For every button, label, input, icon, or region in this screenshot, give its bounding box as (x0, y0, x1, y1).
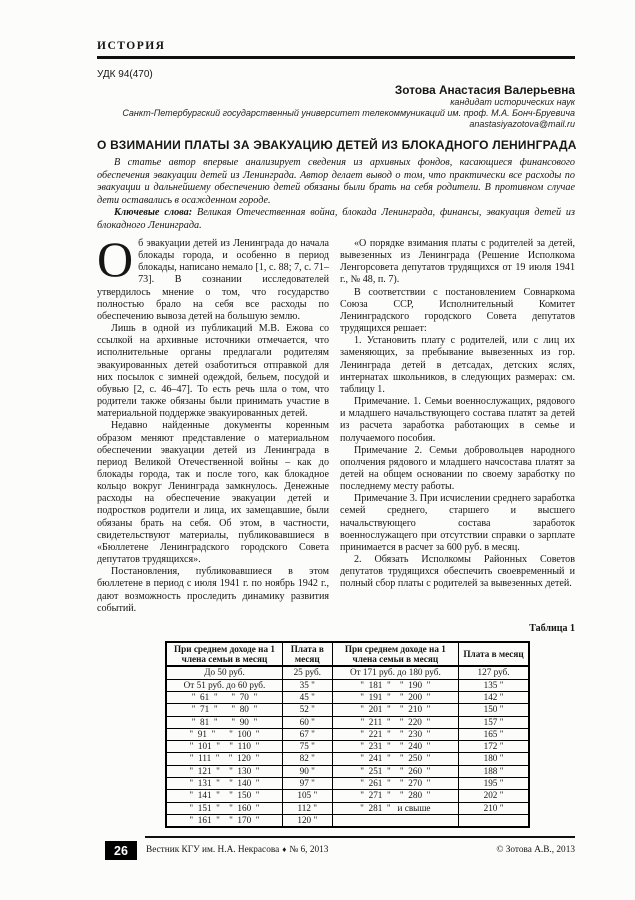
header-rule (97, 56, 575, 59)
table-cell (332, 814, 458, 827)
table-cell: " 241 " " 250 " (332, 753, 458, 765)
author-email: anastasiyazotova@mail.ru (469, 119, 575, 130)
table-cell: 67 " (282, 728, 332, 740)
table-cell: 142 " (459, 692, 529, 704)
abstract-block (97, 157, 575, 233)
table-cell: 188 " (459, 765, 529, 777)
table-header-cell: Плата в месяц (282, 642, 332, 666)
article-body (97, 231, 575, 642)
dropcap: О (97, 231, 134, 287)
table-cell: 105 " (282, 790, 332, 802)
table-cell: 75 " (282, 741, 332, 753)
paragraph: Лишь в одной из публикаций М.В. Ежова со ссылкой на архивные источники отмечается, что исполнительные органы предлагали родителям эвакуированных детей озаботиться отправкой для них посылок с зимней одеждой, бельем, посудой и обувью [2, с. 46–47]. То есть речь шла о том, что родители также обязаны были принимать участие в материальной поддержке эвакуированных детей. (97, 323, 329, 420)
table-cell: 202 " (459, 790, 529, 802)
author-degree: кандидат исторических наук (450, 97, 575, 107)
table-cell: " 191 " " 200 " (332, 692, 458, 704)
table-cell: " 131 " " 140 " (166, 778, 282, 790)
table-cell: 127 руб. (459, 666, 529, 679)
table-cell: 180 " (459, 753, 529, 765)
table-cell: До 50 руб. (166, 666, 282, 679)
table-cell: 90 " (282, 765, 332, 777)
table-row (166, 704, 529, 716)
table-row (166, 753, 529, 765)
table-row (166, 814, 529, 827)
table-caption: Таблица 1 (529, 623, 575, 634)
table-cell: " 81 " " 90 " (166, 716, 282, 728)
table-cell: 25 руб. (282, 666, 332, 679)
paragraph: «О порядке взимания платы с родителей за детей, вывезенных из Ленинграда (Решение Исполкома Ленгорсовета депутатов трудящихся от 19 июля 1941 г., № 48, п. 7). (340, 238, 575, 286)
table-cell: " 281 " и свыше (332, 802, 458, 814)
table-cell: " 161 " " 170 " (166, 814, 282, 827)
table-cell: " 141 " " 150 " (166, 790, 282, 802)
section-header: ИСТОРИЯ (97, 40, 166, 52)
table-cell: 150 " (459, 704, 529, 716)
table-cell: От 171 руб. до 180 руб. (332, 666, 458, 679)
keywords-text: Великая Отечественная война, блокада Ленинграда, финансы, эвакуация детей из блокадного Ленинграда. (97, 207, 575, 231)
table-cell: " 231 " " 240 " (332, 741, 458, 753)
table-cell: " 61 " " 70 " (166, 692, 282, 704)
table-cell: " 101 " " 110 " (166, 741, 282, 753)
table-cell: " 251 " " 260 " (332, 765, 458, 777)
table-cell: 165 " (459, 728, 529, 740)
footer-rule (145, 836, 575, 838)
left-column (97, 231, 329, 642)
table-header-cell: При среднем доходе на 1 члена семьи в месяц (332, 642, 458, 666)
table-cell: От 51 руб. до 60 руб. (166, 679, 282, 691)
table-row (166, 666, 529, 679)
table-cell: " 71 " " 80 " (166, 704, 282, 716)
journal-name: Вестник КГУ им. Н.А. Некрасова (146, 845, 280, 855)
table-row (166, 802, 529, 814)
table-row (166, 741, 529, 753)
article-title: О ВЗИМАНИИ ПЛАТЫ ЗА ЭВАКУАЦИЮ ДЕТЕЙ ИЗ БЛОКАДНОГО ЛЕНИНГРАДА (97, 138, 577, 152)
author-block (97, 83, 575, 131)
table-cell: " 261 " " 270 " (332, 778, 458, 790)
author-affiliation: Санкт-Петербургский государственный университет телекоммуникаций им. проф. М.А. Бонч-Бруевича (122, 108, 575, 119)
copyright-label: © Зотова А.В., 2013 (496, 845, 575, 855)
paragraph: Примечание. 1. Семьи военнослужащих, рядового и младшего начальствующего состава платят за детей из расчета заработка работающих в семье и получаемого пособия. (340, 396, 575, 444)
diamond-separator-icon: ♦ (282, 845, 287, 854)
table-cell: 45 " (282, 692, 332, 704)
table-cell: " 221 " " 230 " (332, 728, 458, 740)
table-cell (459, 814, 529, 827)
table-cell: 112 " (282, 802, 332, 814)
keywords-label: Ключевые слова: (114, 207, 193, 219)
table-cell: " 211 " " 220 " (332, 716, 458, 728)
table-cell: " 181 " " 190 " (332, 679, 458, 691)
table-cell: " 201 " " 210 " (332, 704, 458, 716)
table-cell: " 111 " " 120 " (166, 753, 282, 765)
table-cell: 82 " (282, 753, 332, 765)
table-row (166, 679, 529, 691)
table-row (166, 728, 529, 740)
table-row (166, 765, 529, 777)
keywords-line (97, 207, 575, 232)
table-cell: 195 " (459, 778, 529, 790)
paragraph: 2. Обязать Исполкомы Районных Советов депутатов трудящихся обеспечить своевременный и полный сбор платы с родителей за вывезенных детей. (340, 554, 575, 590)
author-name: Зотова Анастасия Валерьевна (394, 83, 575, 97)
table-cell: 210 " (459, 802, 529, 814)
table-cell: 120 " (282, 814, 332, 827)
table-cell: 52 " (282, 704, 332, 716)
table-row (166, 778, 529, 790)
paragraph: В соответствии с постановлением Совнаркома Союза ССР, Исполнительный Комитет Ленинградского городского Совета депутатов трудящихся решает: (340, 286, 575, 335)
table-header-cell: При среднем доходе на 1 члена семьи в месяц (166, 642, 282, 666)
table-cell: 135 " (459, 679, 529, 691)
table-row (166, 692, 529, 704)
table-row (166, 790, 529, 802)
table-cell: " 121 " " 130 " (166, 765, 282, 777)
right-column (340, 238, 575, 642)
issue-label: № 6, 2013 (289, 845, 329, 855)
table-cell: 172 " (459, 741, 529, 753)
paragraph-dropcap (97, 231, 329, 323)
paragraph-text: б эвакуации детей из Ленинграда до начала блокады города, и особенно в период блокады, написано немало [1, с. 88; 7, с. 71–73]. В сознании исследователей утвердилось мнение о том, что государство полностью брало на себя все расходы по обеспечению вывоза детей на большую землю. (97, 238, 329, 322)
paragraph: Постановления, публиковавшиеся в этом бюллетене в период с июля 1941 г. по ноябрь 1942 г., дают возможность проследить динамику развития событий. (97, 566, 329, 614)
paragraph: Примечание 2. Семьи добровольцев народного ополчения рядового и младшего начсостава платят за детей на общем основании по своему заработку по последнему месту работы. (340, 444, 575, 493)
table-cell: 35 " (282, 679, 332, 691)
paragraph: 1. Установить плату с родителей, или с лиц их заменяющих, за пребывание вывезенных из гор. Ленинграда детей в детсадах, детских яслях, интернатах школьников, в следующих размерах: см. таблицу 1. (340, 335, 575, 395)
paragraph: Недавно найденные документы коренным образом меняют представление о материальном обеспечении эвакуации детей из Ленинграда в период Великой Отечественной войны – как до блокады города, так и после того, как блокадное кольцо вокруг Ленинграда замкнулось. Денежные расходы на обеспечение эвакуации детей и подростков родители и лица, их замещавшие, были обязаны брать на себя. Об этом, в частности, свидетельствуют материалы, публиковавшиеся в «Бюллетене Ленинградского городского Совета депутатов трудящихся». (97, 420, 329, 566)
table-header-row (166, 642, 529, 666)
table-row (166, 716, 529, 728)
table-header-cell: Плата в месяц (459, 642, 529, 666)
table-cell: 97 " (282, 778, 332, 790)
table-cell: " 151 " " 160 " (166, 802, 282, 814)
table-cell: 157 " (459, 716, 529, 728)
table-cell: " 271 " " 280 " (332, 790, 458, 802)
paragraph: Примечание 3. При исчислении среднего заработка семей среднего, старшего и высшего начальствующего состава заработок военнослужащего при отсутствии справки о зарплате принимается в расчет за 600 руб. в месяц. (340, 493, 575, 553)
table-cell: 60 " (282, 716, 332, 728)
article-abstract: В статье автор впервые анализирует сведения из архивных фондов, касающиеся финансового обеспечения эвакуации детей из Ленинграда. Автор делает вывод о том, что практически все расходы по эвакуации и дальнейшему обеспечению детей обязаны были брать на себя родители. В противном случае дети оставались в осажденном городе. (97, 157, 575, 206)
page-number-badge: 26 (105, 841, 137, 860)
table-cell: " 91 " " 100 " (166, 728, 282, 740)
udc-label: УДК 94(470) (97, 69, 153, 80)
payment-rates-table (165, 641, 530, 828)
